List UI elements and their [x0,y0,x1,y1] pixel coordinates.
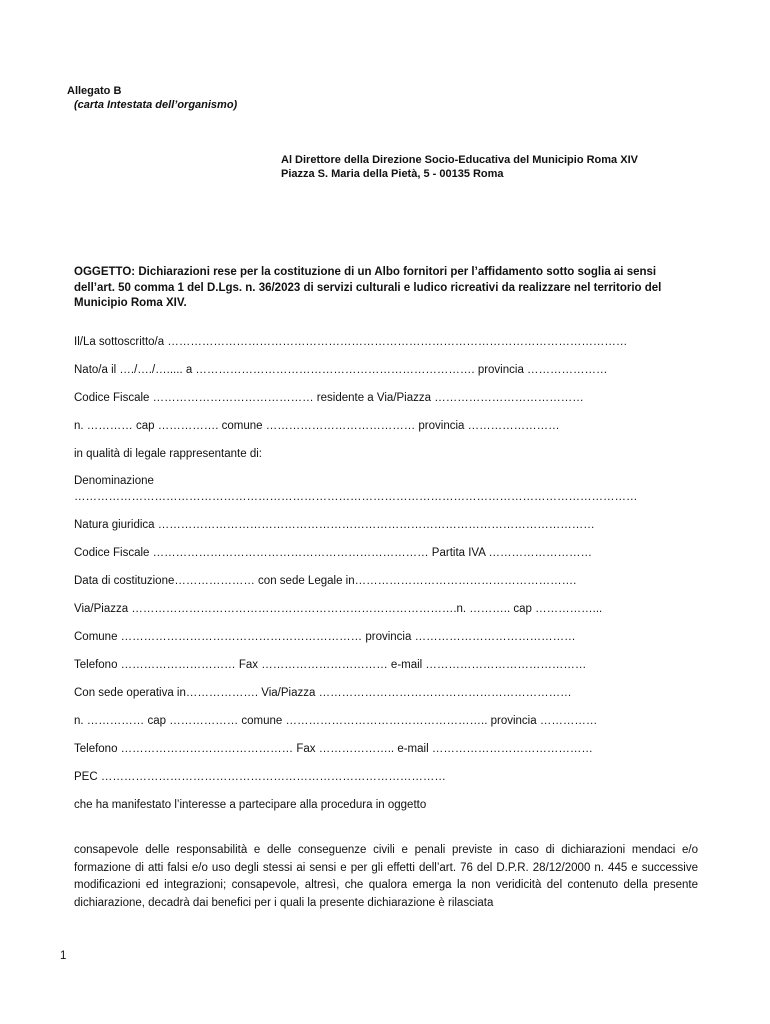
form-line-nascita: Nato/a il …./…./…..... a ………………………………………………………………. provincia ………………… [74,364,608,376]
addressee-line-2: Piazza S. Maria della Pietà, 5 - 00135 Roma [281,168,504,180]
letterhead-note: (carta Intestata dell’organismo) [74,99,238,111]
declaration-paragraph: consapevole delle responsabilità e delle conseguenze civili e penali previste in caso di dichiarazioni mendaci e/o formazione di atti falsi e/o uso degli stessi ai sensi e per gli effetti dell’art. 76 del D.P.R. 28/12/2000 n. 445 e successive modificazioni ed integrazioni; consapevole, altresì, che qualora emerga la non veridicità del contenuto della presente dichiarazione, decadrà dai benefici per i quali la presente dichiarazione è rilasciata [74,844,698,909]
form-line-telefono-operativo: Telefono ……………………………………… Fax ……………….. e-mail …………………………………… [74,743,593,755]
form-line-via-piazza: Via/Piazza ………………………………………………………………………….n. ……….. cap ……………... [74,603,603,615]
form-line-sede-operativa: Con sede operativa in………………. Via/Piazza ………………………………………………………… [74,687,572,699]
form-line-telefono-legale: Telefono ………………………… Fax …………………………… e-mail …………………………………… [74,659,587,671]
addressee-line-1: Al Direttore della Direzione Socio-Educativa del Municipio Roma XIV [281,154,638,166]
form-line-denominazione-label: Denominazione [74,475,154,487]
page-number: 1 [60,950,67,962]
form-line-indirizzo: n. ………… cap ……………. comune ………………………………… provincia …………………… [74,420,560,432]
form-line-codice-fiscale-iva: Codice Fiscale ……………………………………………………………… Partita IVA ……………………… [74,547,592,559]
form-line-interesse: che ha manifestato l’interesse a partecipare alla procedura in oggetto [74,799,427,811]
form-line-natura-giuridica: Natura giuridica …………………………………………………………………………………………………… [74,519,595,531]
form-line-sottoscritto: Il/La sottoscritto/a ………………………………………………………………………………………………………… [74,336,628,348]
allegato-label: Allegato B [67,85,122,97]
form-line-codice-fiscale-residenza: Codice Fiscale …………………………………… residente a Via/Piazza ………………………………… [74,392,584,404]
form-line-data-costituzione: Data di costituzione………………… con sede Legale in…………………………………………………. [74,575,577,587]
form-line-comune: Comune ……………………………………………………… provincia …………………………………… [74,631,576,643]
form-line-denominazione-dots: ………………………………………………………………………………………………………………………………… [74,491,638,503]
form-line-indirizzo-operativo: n. …………… cap ……………… comune …………………………………………….. provincia …………… [74,715,598,727]
form-line-pec: PEC ……………………………………………………………………………… [74,771,446,783]
form-line-qualita: in qualità di legale rappresentante di: [74,448,262,460]
subject-paragraph: OGGETTO: Dichiarazioni rese per la costituzione di un Albo fornitori per l’affidamento sotto soglia ai sensi dell’art. 50 comma 1 del D.Lgs. n. 36/2023 di servizi culturali e ludico ricreativi da realizzare nel territorio del Municipio Roma XIV. [74,266,662,309]
